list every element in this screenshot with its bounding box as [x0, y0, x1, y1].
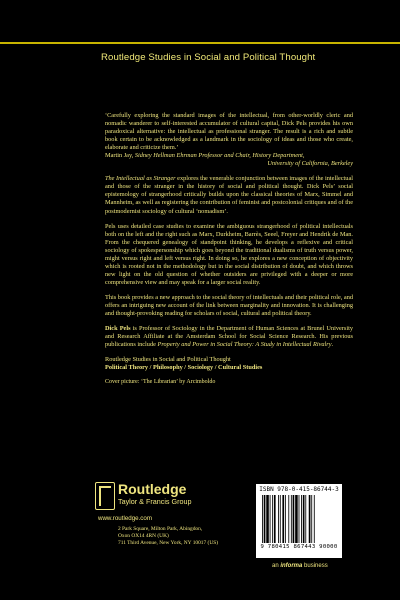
- barcode-stripe: [270, 495, 271, 543]
- series-line2: Political Theory / Philosophy / Sociology / Cultural Studies: [105, 364, 263, 372]
- barcode-stripe: [314, 495, 315, 543]
- informa-prefix: an: [272, 563, 281, 569]
- barcode-number: [256, 544, 342, 550]
- address-line2: Oxon OX14 4RN (UK): [118, 533, 169, 539]
- informa-name: informa: [280, 563, 303, 569]
- book-title: The Intellectual as Stranger: [105, 175, 176, 183]
- paragraph-intro: [105, 175, 353, 215]
- publisher-address: [118, 526, 218, 547]
- cover-picture-credit: Cover picture: ‘The Librarian’ by Arcimboldo: [105, 379, 216, 386]
- barcode-digits: 9 780415 867443: [260, 544, 316, 550]
- barcode-stripe: [264, 495, 266, 543]
- barcode-stripe: [311, 495, 312, 543]
- author-name: Dick Pels: [105, 325, 131, 333]
- barcode-stripe: [288, 495, 289, 543]
- address-line1: 2 Park Square, Milton Park, Abingdon,: [118, 526, 203, 532]
- author-bio: [105, 325, 353, 349]
- quote-author-affiliation: University of California, Berkeley: [267, 160, 353, 168]
- barcode-stripe: [309, 495, 311, 543]
- back-cover-text: [105, 112, 353, 386]
- address-line3: 711 Third Avenue, New York, NY 10017 (US): [118, 540, 219, 546]
- barcode-stripe: [278, 495, 279, 543]
- paragraph-intro-text: explores the venerable conjunction between images of the intellectual and those of the stranger in the history of social and political thought. Dick Pels’ social epistemology of strangerhood critically builds upon the classical theories of Marx, Simmel and Mannheim, as well as registering the contribution of feminist and postcolonial critiques and of the postmodernist sociology of cultural ‘nomadism’.: [105, 175, 353, 215]
- quote-author-title: Sidney Hellman Ehrman Professor and Chair, History Department,: [134, 152, 305, 160]
- series-line1: Routledge Studies in Social and Political Thought: [105, 356, 231, 364]
- publisher-name: Routledge: [118, 481, 187, 497]
- publisher-url: www.routledge.com: [98, 515, 152, 522]
- barcode-stripe: [262, 495, 263, 543]
- barcode-stripe: [280, 495, 281, 543]
- paragraph-case-studies: Pels uses detailed case studies to examine the ambiguous strangerhood of political intellectuals both on the left and the right such as Marx, Durkheim, Barrès, Seeel, Freyer and Hendrik de Man. From the chequered genealogy of standpoint thinking, he develops a reflexive and critical sociology of spokespersonship which goes beyond the traditional dualisms of truth versus power, might versus right and left versus right. In doing so, he explores a new conception of objectivity which is rooted not in the methodology but in the social distribution of doubt, and which throws new light on the old question of whether outsiders are privileged with a deeper or more comprehensive view and may speak for a larger social reality.: [105, 222, 353, 286]
- barcode-stripe: [301, 495, 302, 543]
- barcode-stripe: [293, 495, 295, 543]
- barcode: [256, 484, 342, 558]
- author-bio-end: .: [331, 341, 334, 349]
- publisher-subtitle: Taylor & Francis Group: [118, 497, 192, 506]
- barcode-stripe: [272, 495, 273, 543]
- barcode-price-code: 90000: [319, 544, 338, 550]
- paragraph-approach: This book provides a new approach to the social theory of intellectuals and their political role, and offers an intriguing new account of the link between marginality and innovation. It is challenging and thought-provoking reading for scholars of social, cultural and political theory.: [105, 293, 353, 318]
- informa-suffix: business: [302, 563, 328, 569]
- series-title-header: Routledge Studies in Social and Political Thought: [101, 52, 316, 63]
- barcode-stripe: [266, 495, 269, 543]
- quote-text: ‘Carefully exploring the standard images of the intellectual, from other-worldly cleric and nomadic wanderer to self-interested accumulator of cultural capital, Dick Pels provides his own paradoxical alternative: the intellectual as professional stranger. The result is a rich and subtle book certain to be acknowledged as a landmark in the sociology of ideas and those who create, elaborate and criticize them.’: [105, 112, 353, 152]
- endorsement-quote: [105, 112, 353, 168]
- barcode-stripe: [305, 495, 306, 543]
- barcode-stripe: [291, 495, 292, 543]
- gold-rule: [0, 42, 400, 44]
- barcode-stripe: [303, 495, 305, 543]
- barcode-stripe: [285, 495, 286, 543]
- quote-author: Martin Jay,: [105, 152, 134, 160]
- barcode-bars: [262, 495, 336, 545]
- barcode-stripe: [274, 495, 276, 543]
- informa-business-tag: [272, 563, 328, 569]
- isbn-label: ISBN 978-0-415-86744-3: [259, 486, 339, 493]
- barcode-stripe: [282, 495, 284, 543]
- barcode-stripe: [295, 495, 298, 543]
- routledge-logo-icon: [95, 482, 115, 510]
- author-bio-text: is Professor of Sociology in the Department of Human Sciences at Brunel University and Research Affiliate at the Amsterdam School for Social Science Research. His previous publications include: [105, 325, 353, 349]
- previous-book: Property and Power in Social Theory: A Study in Intellectual Rivalry: [157, 341, 332, 349]
- series-info: [105, 356, 353, 372]
- barcode-stripe: [299, 495, 300, 543]
